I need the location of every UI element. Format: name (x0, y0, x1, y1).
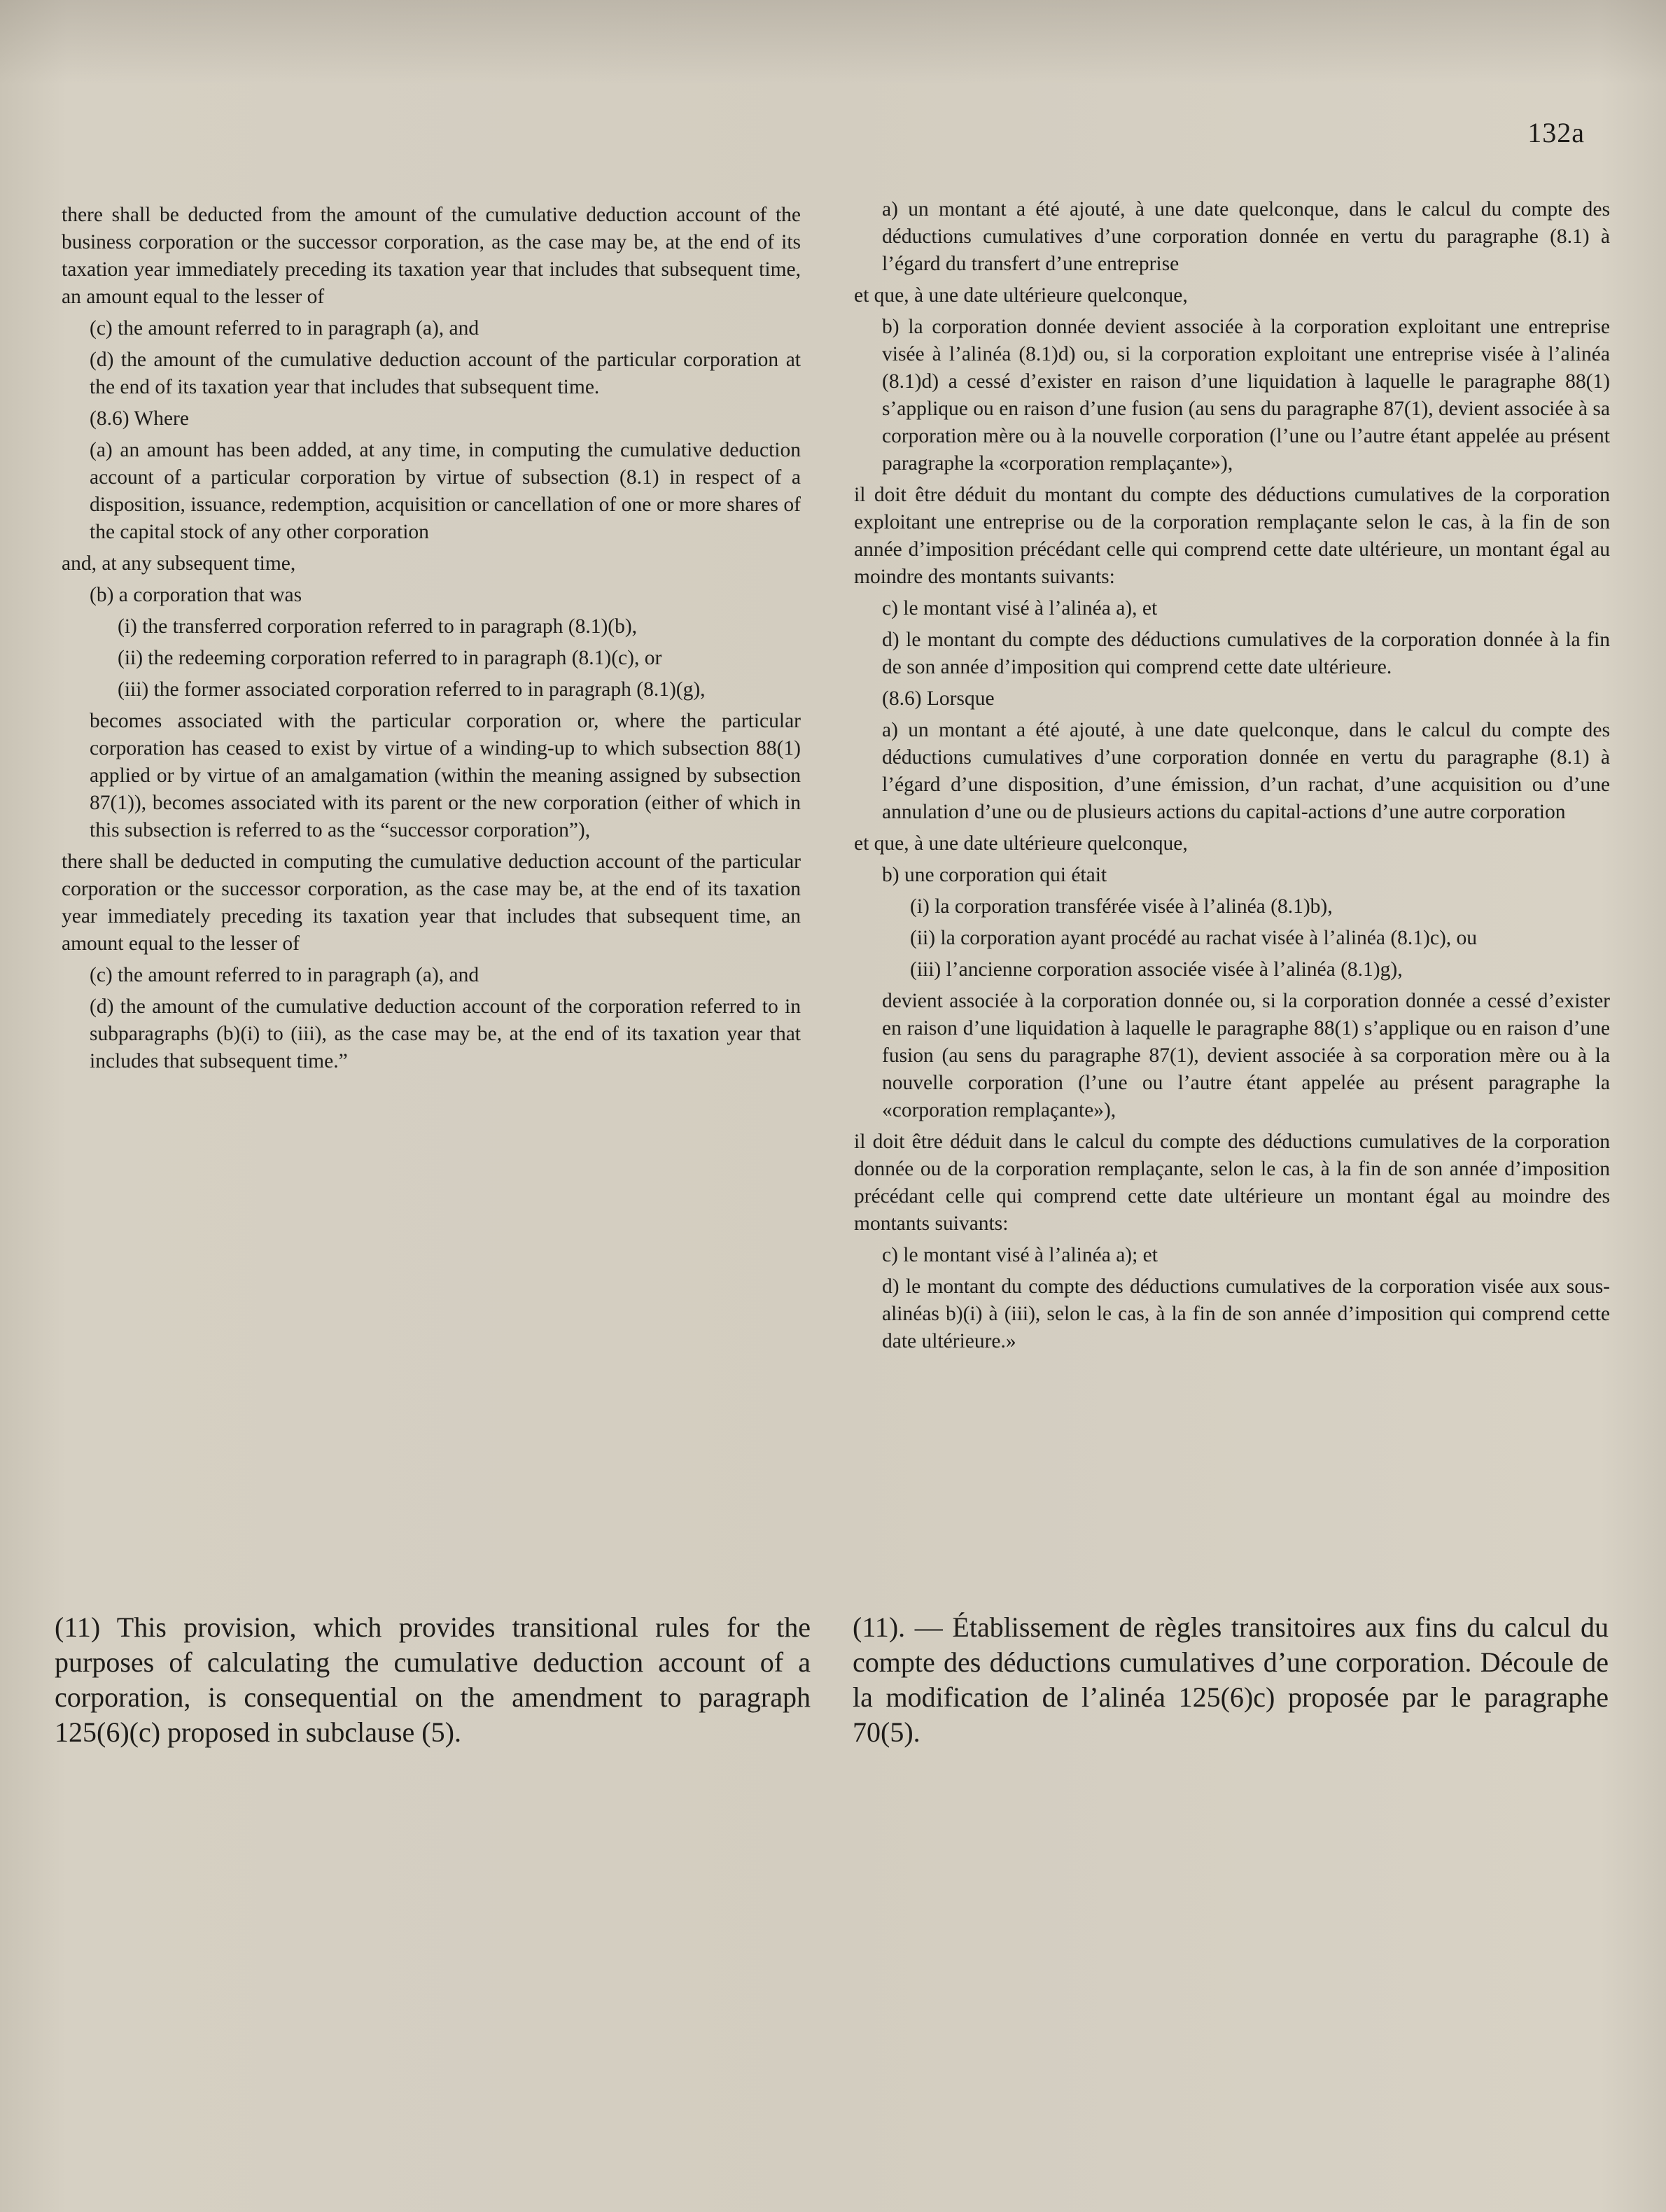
page-number: 132a (1527, 117, 1585, 148)
paragraph: (d) the amount of the cumulative deduction account of the corporation referred to in subparagraphs (b)(i) to (iii), as the case may be, at the end of its taxation year that includes that subsequent time.” (90, 995, 801, 1072)
paragraph: (iii) the former associated corporation referred to in paragraph (8.1)(g), (118, 678, 706, 701)
paragraph: c) le montant visé à l’alinéa a); et (882, 1244, 1158, 1266)
paragraph: there shall be deducted in computing the cumulative deduction account of the particular corporation or the successor corporation, as the case may be, at the end of its taxation year immediately preceding its taxation year that includes that subsequent time, an amount equal to the lesser of (62, 850, 801, 955)
paragraph: devient associée à la corporation donnée ou, si la corporation donnée a cessé d’exister en raison d’une liquidation à laquelle le paragraphe 88(1) s’applique ou en raison d’une fusion (au sens du paragraphe 87(1), devient associée à sa corporation mère ou à la nouvelle corporation (l’une ou l’autre étant appelée au présent paragraphe la «corporation remplaçante»), (882, 990, 1610, 1121)
english-explanatory-note: (11) This provision, which provides transitional rules for the purposes of calculating the cumulative deduction account of a corporation, is consequential on the amendment to paragraph 125(6)(c) proposed in subclause (5). (55, 1611, 811, 1748)
paragraph: (b) a corporation that was (90, 584, 302, 606)
paragraph: there shall be deducted from the amount of the cumulative deduction account of the business corporation or the successor corporation, as the case may be, at the end of its taxation year immediately preceding its taxation year that includes that subsequent time, an amount equal to the lesser of (62, 204, 801, 308)
paragraph: d) le montant du compte des déductions cumulatives de la corporation visée aux sous-alinéas b)(i) à (iii), selon le cas, à la fin de son année d’imposition qui comprend cette date ultérieure.» (882, 1275, 1610, 1352)
paragraph: b) une corporation qui était (882, 864, 1107, 886)
paragraph: (8.6) Lorsque (882, 687, 995, 710)
paragraph: a) un montant a été ajouté, à une date quelconque, dans le calcul du compte des déductions cumulatives d’une corporation donnée en vertu du paragraphe (8.1) à l’égard d’une disposition, d’une émission, d’un rachat, d’une acquisition ou d’une annulation d’une ou de plusieurs actions du capital-actions d’une autre corporation (882, 719, 1610, 823)
french-explanatory-note: (11). — Établissement de règles transitoires aux fins du calcul du compte des déductions cumulatives d’une corporation. Découle de la modification de l’alinéa 125(6)c) proposée par le paragraphe 70(5). (853, 1611, 1609, 1748)
paragraph: (c) the amount referred to in paragraph (a), and (90, 317, 479, 340)
paragraph: (c) the amount referred to in paragraph (a), and (90, 964, 479, 986)
paragraph: (i) the transferred corporation referred to in paragraph (8.1)(b), (118, 615, 638, 638)
paragraph: il doit être déduit du montant du compte des déductions cumulatives de la corporation exploitant une entreprise ou de la corporation remplaçante selon le cas, à la fin de son année d’imposition précédant celle qui comprend cette date ultérieure, un montant égal au moindre des montants suivants: (854, 484, 1610, 588)
paragraph: (8.6) Where (90, 407, 189, 430)
paragraph: b) la corporation donnée devient associée à la corporation exploitant une entreprise visée à l’alinéa (8.1)d) ou, si la corporation exploitant une entreprise visée à l’alinéa (8.1)d) a cessé d’exister en raison d’une liquidation à laquelle le paragraphe 88(1) s’applique ou en raison d’une fusion (au sens du paragraphe 87(1), devient associée à sa corporation mère ou à la nouvelle corporation (l’une ou l’autre étant appelée au présent paragraphe la «corporation remplaçante»), (882, 316, 1610, 475)
paragraph: (i) la corporation transférée visée à l’alinéa (8.1)b), (910, 895, 1333, 918)
paragraph: (d) the amount of the cumulative deduction account of the particular corporation at the end of its taxation year that includes that subsequent time. (90, 349, 801, 398)
paragraph: c) le montant visé à l’alinéa a), et (882, 597, 1158, 620)
french-column (854, 196, 1610, 1359)
paragraph: et que, à une date ultérieure quelconque, (854, 284, 1188, 307)
paragraph: d) le montant du compte des déductions cumulatives de la corporation donnée à la fin de son année d’imposition qui comprend cette date ultérieure. (882, 629, 1610, 678)
paragraph: (iii) l’ancienne corporation associée visée à l’alinéa (8.1)g), (910, 958, 1403, 981)
page-top-shadow (0, 0, 1666, 84)
paragraph: (ii) la corporation ayant procédé au rachat visée à l’alinéa (8.1)c), ou (910, 927, 1478, 949)
paragraph: il doit être déduit dans le calcul du compte des déductions cumulatives de la corporation donnée ou de la corporation remplaçante, selon le cas, à la fin de son année d’imposition précédant celle qui comprend cette date ultérieure un montant égal au moindre des montants suivants: (854, 1130, 1610, 1235)
paragraph: (ii) the redeeming corporation referred to in paragraph (8.1)(c), or (118, 647, 662, 669)
paragraph: becomes associated with the particular corporation or, where the particular corporation has ceased to exist by virtue of a winding-up to which subsection 88(1) applied or by virtue of an amalgamation (within the meaning assigned by subsection 87(1)), becomes associated with its parent or the new corporation (either of which in this subsection is referred to as the “successor corporation”), (90, 710, 801, 841)
english-column (62, 202, 801, 1079)
paragraph: et que, à une date ultérieure quelconque, (854, 832, 1188, 855)
paragraph: a) un montant a été ajouté, à une date quelconque, dans le calcul du compte des déductions cumulatives d’une corporation donnée en vertu du paragraphe (8.1) à l’égard du transfert d’une entreprise (882, 198, 1610, 275)
paragraph: and, at any subsequent time, (62, 552, 296, 575)
paragraph: (a) an amount has been added, at any time, in computing the cumulative deduction account of a particular corporation by virtue of subsection (8.1) in respect of a disposition, issuance, redemption, acquisition or cancellation of one or more shares of the capital stock of any other corporation (90, 439, 801, 543)
